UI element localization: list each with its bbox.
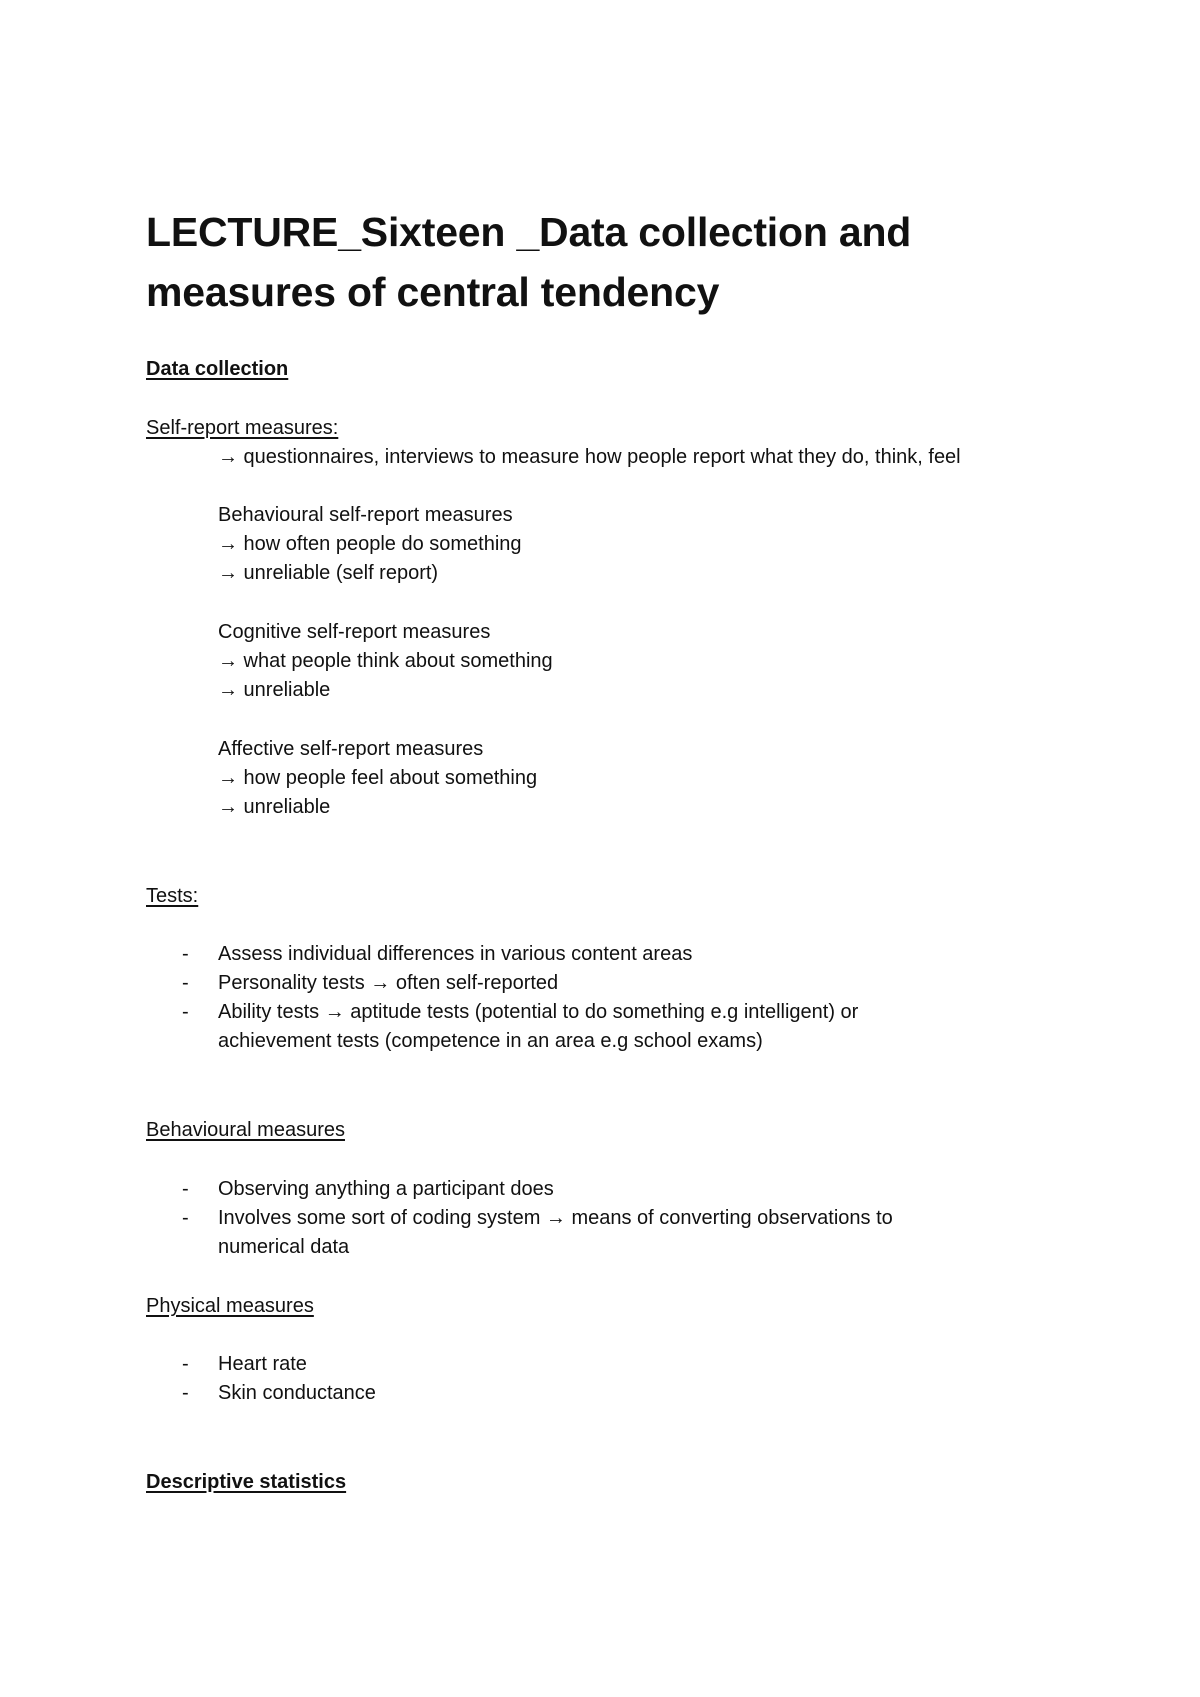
heading-tests: Tests: — [146, 885, 199, 907]
behavioural-self-report-line: → how often people do something — [218, 533, 522, 555]
list-item: Skin conductance — [218, 1382, 376, 1404]
bullet-marker: - — [182, 1382, 189, 1404]
list-item-continuation: numerical data — [218, 1236, 350, 1258]
heading-descriptive-statistics: Descriptive statistics — [146, 1471, 347, 1493]
document-title: LECTURE_Sixteen _Data collection and measures of central tendency — [146, 209, 912, 315]
list-item-continuation: achievement tests (competence in an area e.g school exams) — [218, 1030, 763, 1052]
heading-behavioural-measures: Behavioural measures — [146, 1119, 345, 1141]
affective-self-report-line: → how people feel about something — [218, 767, 538, 789]
heading-self-report-measures: Self-report measures: — [146, 417, 339, 439]
bullet-marker: - — [182, 943, 189, 965]
heading-physical-measures: Physical measures — [146, 1295, 314, 1317]
list-item: Ability tests → aptitude tests (potential to do something e.g intelligent) or — [218, 1001, 859, 1023]
affective-self-report-heading: Affective self-report measures — [218, 738, 484, 760]
affective-self-report-line: → unreliable — [218, 796, 331, 818]
bullet-marker: - — [182, 972, 189, 994]
bullet-marker: - — [182, 1001, 189, 1023]
list-item: Involves some sort of coding system → means of converting observations to — [218, 1207, 893, 1229]
bullet-marker: - — [182, 1207, 189, 1229]
list-item: Heart rate — [218, 1353, 307, 1375]
bullet-marker: - — [182, 1178, 189, 1200]
document-page — [146, 0, 1106, 1697]
cognitive-self-report-line: → unreliable — [218, 679, 331, 701]
list-item: Personality tests → often self-reported — [218, 972, 559, 994]
cognitive-self-report-heading: Cognitive self-report measures — [218, 621, 491, 643]
behavioural-self-report-line: → unreliable (self report) — [218, 562, 439, 584]
cognitive-self-report-line: → what people think about something — [218, 650, 553, 672]
heading-data-collection: Data collection — [146, 358, 289, 380]
list-item: Assess individual differences in various content areas — [218, 943, 693, 965]
self-report-intro: → questionnaires, interviews to measure how people report what they do, think, feel — [218, 446, 961, 468]
list-item: Observing anything a participant does — [218, 1178, 554, 1200]
bullet-marker: - — [182, 1353, 189, 1375]
behavioural-self-report-heading: Behavioural self-report measures — [218, 504, 513, 526]
